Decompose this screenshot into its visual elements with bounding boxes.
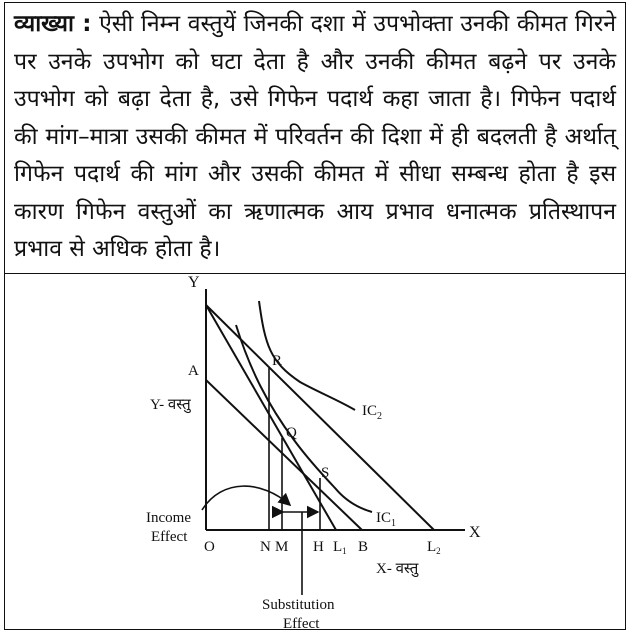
origin-label: O xyxy=(204,539,215,555)
explanation-body: ऐसी निम्न वस्तुयें जिनकी दशा में उपभोक्ता उनकी कीमत गिरने पर उनके उपभोग को घटा देता है और उनकी कीमत बढ़ने पर उनके उपभोग को बढ़ा देता है, उसे गिफेन पदार्थ कहा जाता है। गिफेन पदार्थ की मांग–मात्रा उसकी कीमत में परिवर्तन की दिशा में ही बदलती है अर्थात् गिफेन पदार्थ की मांग और उसकी कीमत में सीधा सम्बन्ध होता है इस कारण गिफेन वस्तुओं का ऋणात्मक आय प्रभाव धनात्मक प्रतिस्थापन प्रभाव से अधिक होता है। xyxy=(14,11,616,262)
y-axis-letter: Y xyxy=(188,274,200,291)
income-effect-label-line1: Income xyxy=(146,510,191,526)
tick-h-label: H xyxy=(313,539,324,555)
substitution-effect-label-line1: Substitution xyxy=(262,597,335,613)
point-q-label: Q xyxy=(286,425,297,441)
tick-m-label: M xyxy=(275,539,289,555)
tick-l1-label: $L_1$ xyxy=(333,539,347,556)
indifference-curve-ic1 xyxy=(236,325,372,512)
point-s-label: S xyxy=(321,465,330,481)
income-effect-label-line2: Effect xyxy=(151,529,188,545)
point-a-label: A xyxy=(188,363,199,379)
tick-l2-label: $L_2$ xyxy=(427,539,441,556)
budget-line-l1 xyxy=(206,305,336,530)
x-axis-letter: X xyxy=(469,524,481,541)
tick-b-label: B xyxy=(358,539,369,555)
y-axis-goods-label: Y- वस्तु xyxy=(150,397,191,413)
ic2-label: $IC_2$ xyxy=(362,403,382,422)
tick-n-label: N xyxy=(260,539,271,555)
explanation-heading: व्याख्या : xyxy=(14,11,92,37)
x-axis-goods-label: X- वस्तु xyxy=(376,561,419,577)
income-effect-arrow xyxy=(202,486,290,510)
ic1-label: $IC_1$ xyxy=(376,510,396,529)
substitution-effect-label-line2: Effect xyxy=(283,616,320,632)
point-r-label: R xyxy=(272,353,283,369)
budget-line-ab xyxy=(206,380,362,530)
